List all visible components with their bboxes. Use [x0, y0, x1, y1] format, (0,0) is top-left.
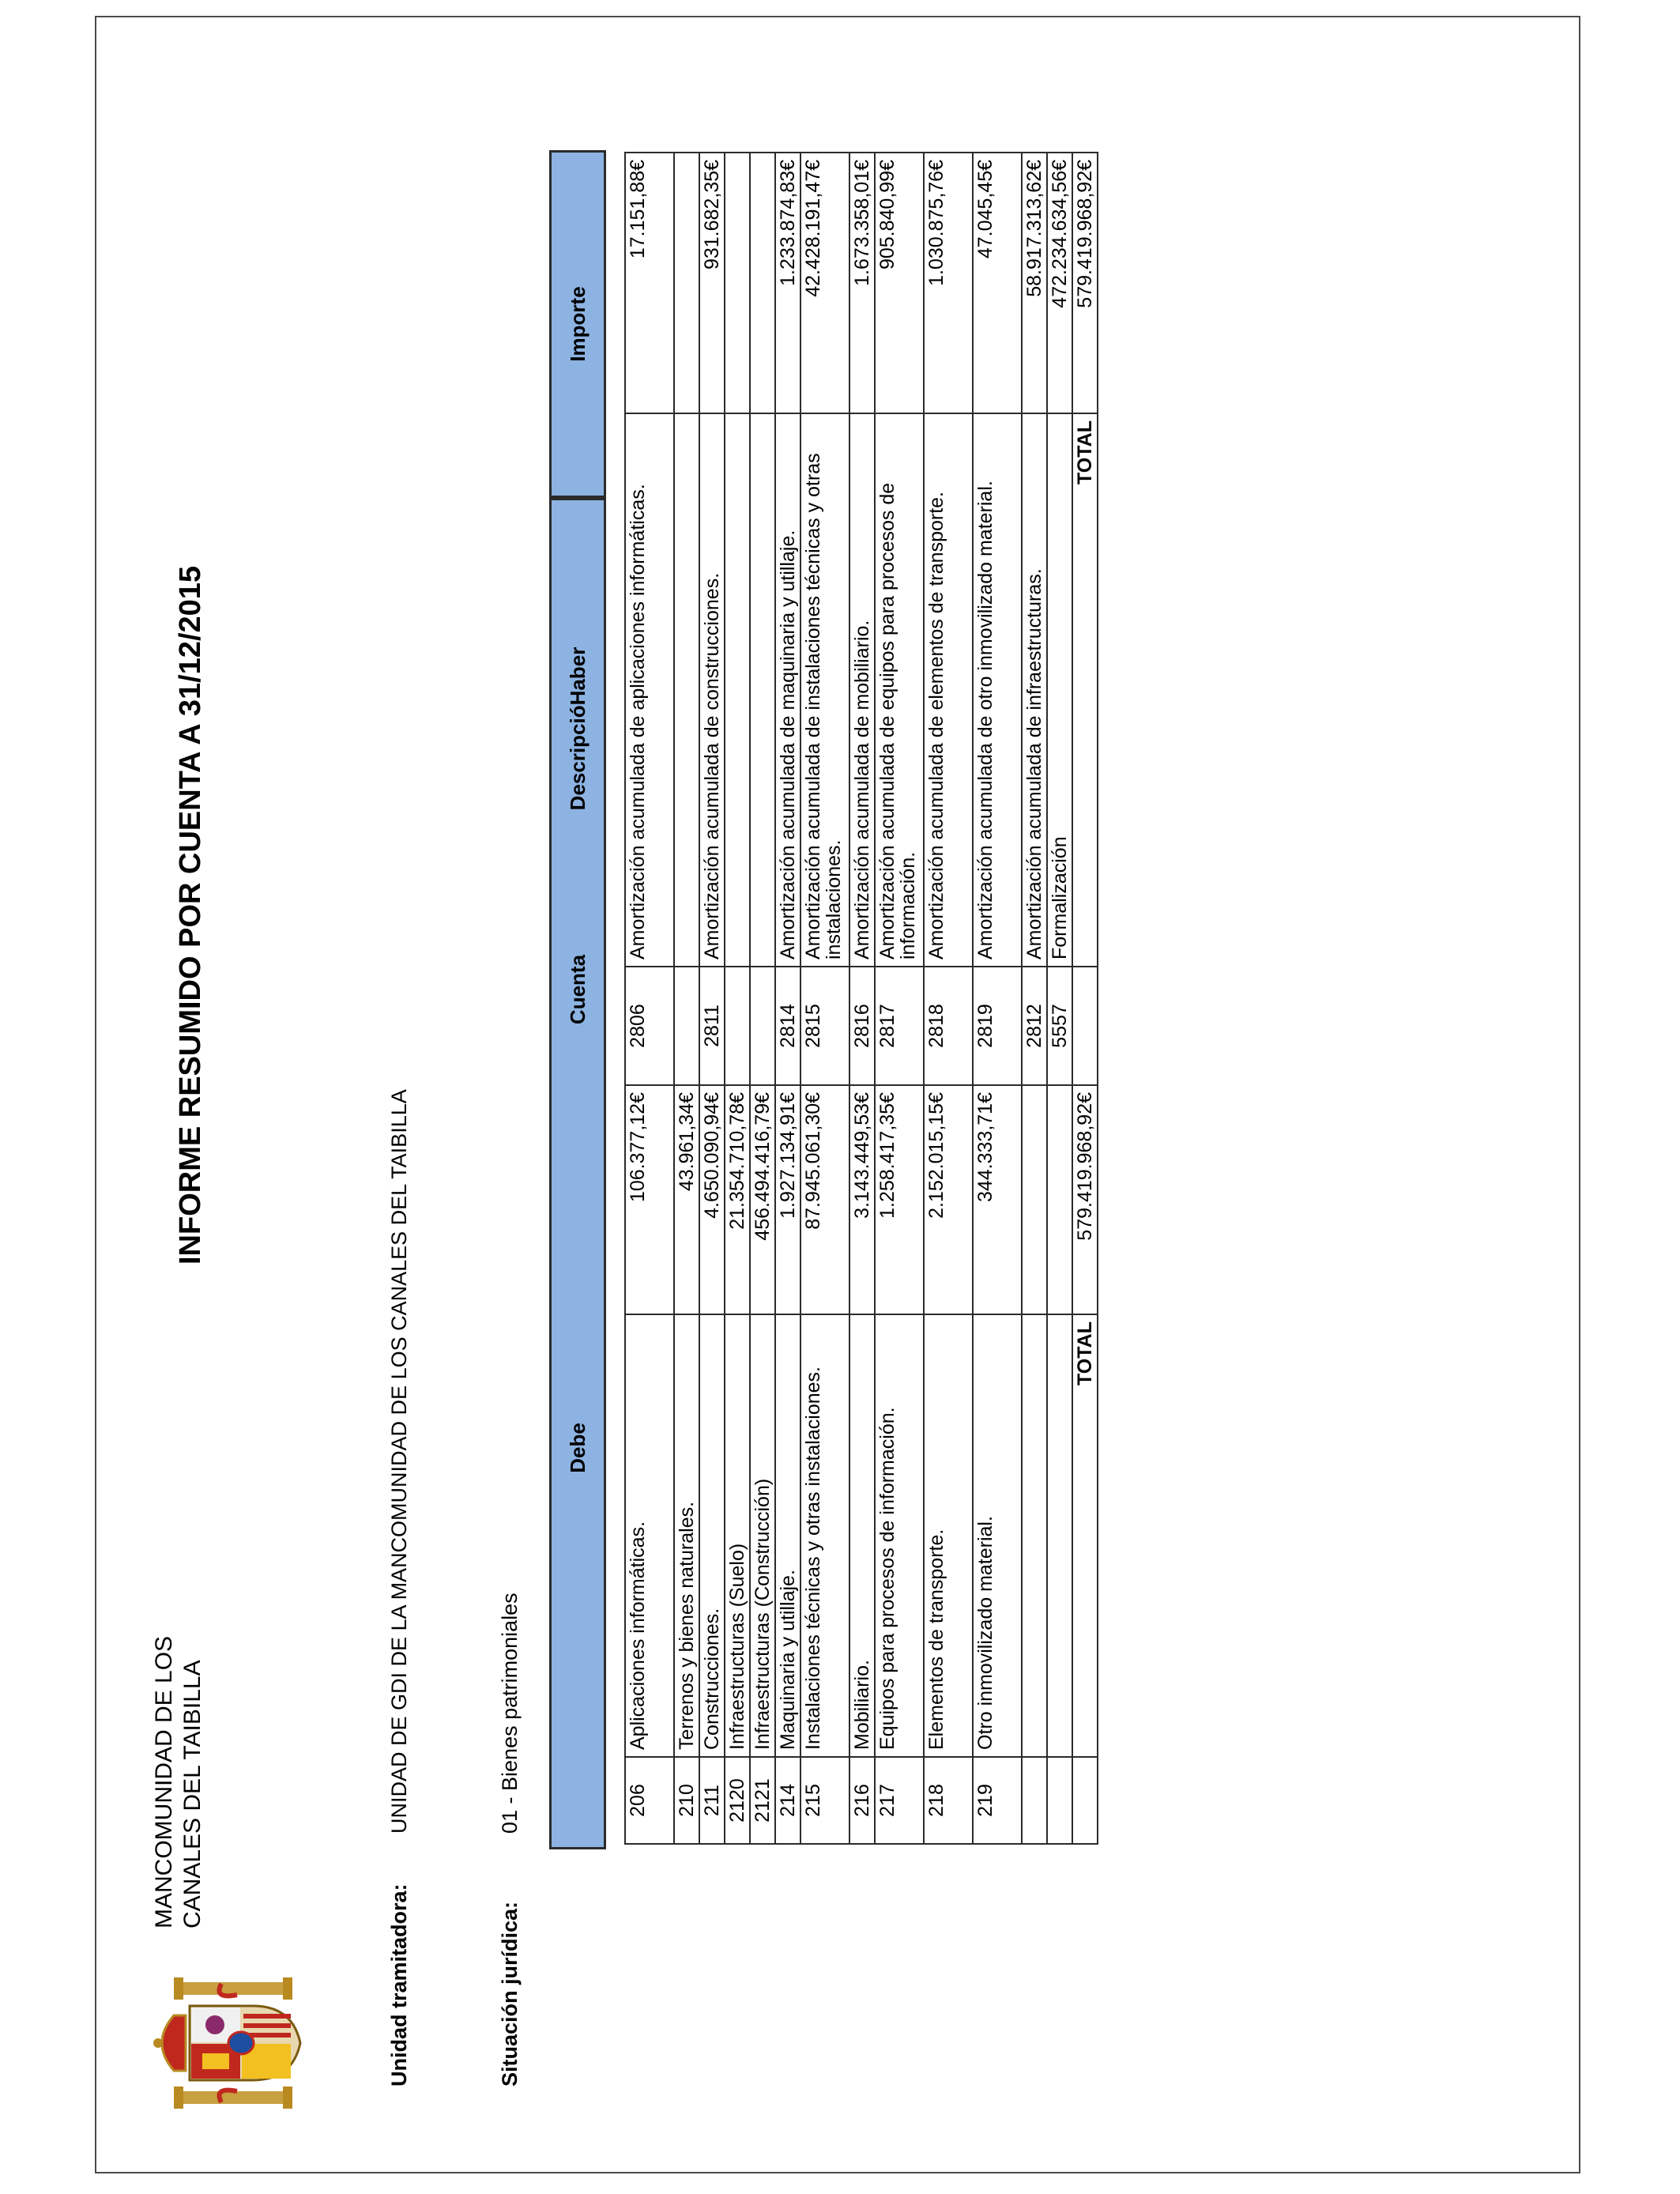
org-line-1: MANCOMUNIDAD DE LOS [151, 1635, 177, 1928]
haber-account-cell: 2816 [849, 967, 875, 1085]
table-row [875, 153, 924, 1844]
debe-account-cell: 206 [625, 1757, 674, 1844]
situation-value: 01 - Bienes patrimoniales [498, 1593, 522, 1834]
haber-description-cell: Amortización acumulada de mobiliario. [849, 413, 875, 967]
debe-description-cell: Equipos para procesos de información. [875, 1314, 924, 1757]
haber-amount-cell: 1.673.358,01€ [849, 153, 875, 413]
table-row [1047, 153, 1072, 1844]
haber-description-cell: Amortización acumulada de elementos de transporte. [924, 413, 973, 967]
debe-account-cell: 214 [775, 1757, 800, 1844]
debe-amount-cell [1047, 1085, 1072, 1314]
col-header-debe: Debe [565, 1423, 590, 1473]
account-summary-table [624, 152, 1098, 1845]
debe-amount-cell: 106.377,12€ [625, 1085, 674, 1314]
debe-description-cell: Infraestructuras (Construcción) [750, 1314, 775, 1757]
haber-description-cell: Formalización [1047, 413, 1072, 967]
debe-amount-cell: 21.354.710,78€ [725, 1085, 750, 1314]
haber-amount-cell: 472.234.634,56€ [1047, 153, 1072, 413]
debe-amount-cell: 4.650.090,94€ [699, 1085, 725, 1314]
debe-account-cell: 211 [699, 1757, 725, 1844]
debe-account-cell: 219 [973, 1757, 1022, 1844]
debe-amount-cell: 344.333,71€ [973, 1085, 1022, 1314]
haber-description-cell: Amortización acumulada de otro inmovilizado material. [973, 413, 1022, 967]
report-title: INFORME RESUMIDO POR CUENTA A 31/12/2015 [174, 565, 207, 1265]
haber-amount-cell: 931.682,35€ [699, 153, 725, 413]
table-row [973, 153, 1022, 1844]
debe-account-cell: 210 [674, 1757, 699, 1844]
debe-amount-cell: 3.143.449,53€ [849, 1085, 875, 1314]
table-row [849, 153, 875, 1844]
table-row [699, 153, 725, 1844]
debe-description-cell [1047, 1314, 1072, 1757]
haber-description-cell [725, 413, 750, 967]
debe-description-cell: Terrenos y bienes naturales. [674, 1314, 699, 1757]
debe-account-cell: 2121 [750, 1757, 775, 1844]
haber-account-cell: 5557 [1047, 967, 1072, 1085]
haber-amount-cell: 47.045,45€ [973, 153, 1022, 413]
haber-description-cell: Amortización acumulada de construcciones. [699, 413, 725, 967]
haber-amount-cell: 1.030.875,76€ [924, 153, 973, 413]
table-row [625, 153, 674, 1844]
debe-total-value: 579.419.968,92€ [1072, 1085, 1098, 1314]
empty-cell [1072, 967, 1098, 1085]
haber-amount-cell [674, 153, 699, 413]
haber-description-cell [750, 413, 775, 967]
debe-amount-cell: 2.152.015,15€ [924, 1085, 973, 1314]
debe-description-cell: Construcciones. [699, 1314, 725, 1757]
debe-account-cell [1047, 1757, 1072, 1844]
haber-description-cell [674, 413, 699, 967]
debe-account-cell: 215 [800, 1757, 849, 1844]
totals-row [1072, 153, 1098, 1844]
debe-amount-cell [1022, 1085, 1047, 1314]
debe-description-cell: Maquinaria y utillaje. [775, 1314, 800, 1757]
organization-name [150, 1517, 207, 1928]
haber-description-cell: Amortización acumulada de equipos para procesos de información. [875, 413, 924, 967]
haber-account-cell: 2815 [800, 967, 849, 1085]
table-row [924, 153, 973, 1844]
haber-account-cell: 2806 [625, 967, 674, 1085]
haber-amount-cell: 42.428.191,47€ [800, 153, 849, 413]
haber-account-cell: 2814 [775, 967, 800, 1085]
haber-total-label: TOTAL [1072, 413, 1098, 967]
col-header-descripcion-haber: DescripcióHaber [565, 647, 590, 811]
haber-account-cell: 2819 [973, 967, 1022, 1085]
table-header-band [549, 498, 606, 1849]
table-row [1022, 153, 1047, 1844]
haber-total-value: 579.419.968,92€ [1072, 153, 1098, 413]
situation-label: Situación jurídica: [498, 1901, 522, 2087]
haber-account-cell [725, 967, 750, 1085]
haber-account-cell: 2812 [1022, 967, 1047, 1085]
unit-label: Unidad tramitadora: [387, 1883, 411, 2087]
haber-account-cell: 2811 [699, 967, 725, 1085]
unit-value: UNIDAD DE GDI DE LA MANCOMUNIDAD DE LOS CANALES DEL TAIBILLA [387, 1089, 411, 1834]
debe-amount-cell: 43.961,34€ [674, 1085, 699, 1314]
haber-amount-cell: 905.840,99€ [875, 153, 924, 413]
debe-amount-cell: 1.258.417,35€ [875, 1085, 924, 1314]
haber-description-cell: Amortización acumulada de maquinaria y utillaje. [775, 413, 800, 967]
haber-amount-cell [725, 153, 750, 413]
empty-cell [1072, 1757, 1098, 1844]
haber-amount-cell: 1.233.874,83€ [775, 153, 800, 413]
debe-account-cell: 2120 [725, 1757, 750, 1844]
col-header-importe-band [549, 150, 606, 498]
debe-description-cell: Otro inmovilizado material. [973, 1314, 1022, 1757]
haber-amount-cell: 58.917.313,62€ [1022, 153, 1047, 413]
debe-description-cell: Instalaciones técnicas y otras instalaciones. [800, 1314, 849, 1757]
col-header-cuenta: Cuenta [565, 954, 590, 1025]
debe-account-cell: 217 [875, 1757, 924, 1844]
debe-total-label: TOTAL [1072, 1314, 1098, 1757]
org-line-2: CANALES DEL TAIBILLA [179, 1660, 205, 1928]
table-row [775, 153, 800, 1844]
debe-account-cell [1022, 1757, 1047, 1844]
haber-account-cell: 2817 [875, 967, 924, 1085]
coat-of-arms-icon [150, 1976, 308, 2110]
table-row [800, 153, 849, 1844]
debe-amount-cell: 456.494.416,79€ [750, 1085, 775, 1314]
haber-amount-cell [750, 153, 775, 413]
debe-account-cell: 218 [924, 1757, 973, 1844]
col-header-importe: Importe [565, 286, 590, 362]
haber-description-cell: Amortización acumulada de infraestructuras. [1022, 413, 1047, 967]
debe-description-cell: Elementos de transporte. [924, 1314, 973, 1757]
debe-description-cell: Aplicaciones informáticas. [625, 1314, 674, 1757]
haber-account-cell: 2818 [924, 967, 973, 1085]
debe-account-cell: 216 [849, 1757, 875, 1844]
debe-amount-cell: 1.927.134,91€ [775, 1085, 800, 1314]
haber-account-cell [750, 967, 775, 1085]
haber-account-cell [674, 967, 699, 1085]
table-row [674, 153, 699, 1844]
debe-amount-cell: 87.945.061,30€ [800, 1085, 849, 1314]
rotated-report-page [119, 32, 1573, 2134]
haber-description-cell: Amortización acumulada de aplicaciones informáticas. [625, 413, 674, 967]
debe-description-cell: Infraestructuras (Suelo) [725, 1314, 750, 1757]
table-row [725, 153, 750, 1844]
table-row [750, 153, 775, 1844]
debe-description-cell [1022, 1314, 1047, 1757]
haber-description-cell: Amortización acumulada de instalaciones técnicas y otras instalaciones. [800, 413, 849, 967]
haber-amount-cell: 17.151,88€ [625, 153, 674, 413]
debe-description-cell: Mobiliario. [849, 1314, 875, 1757]
